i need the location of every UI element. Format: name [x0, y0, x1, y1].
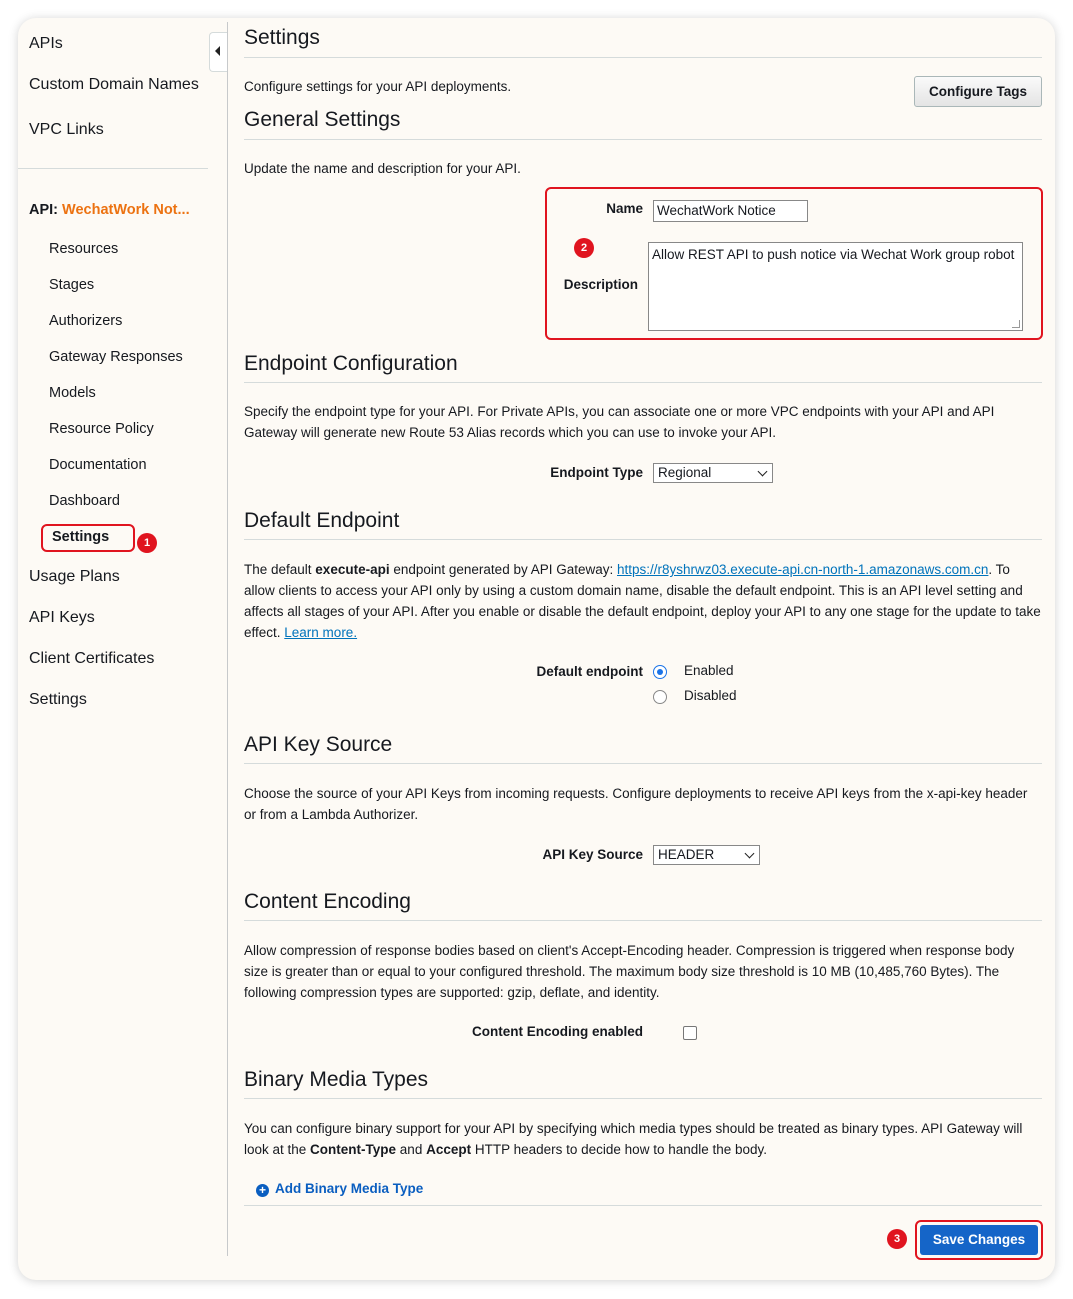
collapse-sidebar-button[interactable]	[209, 32, 228, 72]
api-key-source-select[interactable]	[653, 845, 760, 865]
caret-left-icon	[215, 46, 220, 56]
api-name-link[interactable]: WechatWork Not...	[62, 202, 190, 218]
content-encoding-rule	[244, 920, 1042, 921]
sidebar-link-client-certificates[interactable]: Client Certificates	[29, 650, 155, 667]
execute-api-term: execute-api	[315, 562, 390, 577]
sidebar	[18, 18, 228, 1280]
resize-handle-icon[interactable]	[1012, 320, 1020, 328]
default-endpoint-url-link[interactable]: https://r8yshrwz03.execute-api.cn-north-1.amazonaws.com.cn	[617, 562, 989, 577]
disabled-radio-label[interactable]: Disabled	[684, 688, 737, 703]
name-label: Name	[606, 201, 643, 216]
general-settings-rule	[244, 139, 1042, 140]
general-settings-desc: Update the name and description for your API.	[244, 161, 521, 176]
sidebar-item-gateway-responses[interactable]: Gateway Responses	[49, 349, 183, 365]
sidebar-item-settings[interactable]: Settings	[52, 529, 110, 545]
endpoint-type-select[interactable]	[653, 463, 773, 483]
api-key-source-desc: Choose the source of your API Keys from incoming requests. Configure deployments to receive API keys from the x-api-key header or from a Lambda Authorizer.	[244, 786, 1028, 822]
binary-media-desc-3: HTTP headers to decide how to handle the body.	[471, 1142, 768, 1157]
default-endpoint-heading: Default Endpoint	[244, 509, 400, 532]
endpoint-type-label: Endpoint Type	[550, 465, 643, 480]
annotation-badge-2: 2	[574, 238, 594, 258]
chevron-down-icon	[758, 467, 768, 477]
api-key-source-value: HEADER	[658, 847, 715, 862]
sidebar-link-vpc-links[interactable]: VPC Links	[29, 121, 104, 138]
accept-term: Accept	[426, 1142, 472, 1157]
binary-media-rule	[244, 1098, 1042, 1099]
learn-more-link[interactable]: Learn more.	[284, 625, 358, 640]
default-endpoint-desc-1: The default	[244, 562, 316, 577]
configure-tags-button[interactable]: Configure Tags	[914, 76, 1042, 107]
sidebar-item-resource-policy[interactable]: Resource Policy	[49, 421, 154, 437]
endpoint-type-value: Regional	[658, 465, 712, 480]
endpoint-config-desc: Specify the endpoint type for your API. For Private APIs, you can associate one or more VPC endpoints with your API and API Gateway will generate new Route 53 Alias records which you can use to invoke your API.	[244, 404, 995, 440]
enabled-radio[interactable]	[653, 665, 667, 679]
sidebar-link-api-keys[interactable]: API Keys	[29, 609, 95, 626]
sidebar-divider	[18, 168, 208, 169]
binary-media-desc	[244, 1118, 1042, 1160]
footer-rule	[244, 1205, 1042, 1206]
general-settings-heading: General Settings	[244, 108, 401, 131]
sidebar-item-dashboard[interactable]: Dashboard	[49, 493, 120, 509]
default-endpoint-desc	[244, 559, 1042, 643]
add-binary-media-type-label: Add Binary Media Type	[275, 1181, 424, 1196]
sidebar-item-documentation[interactable]: Documentation	[49, 457, 147, 473]
api-key-source-heading: API Key Source	[244, 733, 393, 756]
api-prefix: API:	[29, 202, 58, 218]
sidebar-item-stages[interactable]: Stages	[49, 277, 95, 293]
binary-media-desc-2: and	[396, 1142, 427, 1157]
disabled-radio[interactable]	[653, 690, 667, 704]
main-content	[244, 18, 1042, 1280]
api-label	[29, 202, 190, 218]
content-encoding-desc: Allow compression of response bodies based on client's Accept-Encoding header. Compression is triggered when response body size is greater than or equal to your configured threshold. The maximum body size threshold is 10 MB (10,485,760 Bytes). The following compression types are supported: gzip, deflate, and identity.	[244, 943, 1015, 1000]
default-endpoint-desc-3: . To allow clients to access your API only by using a custom domain name, disable the default endpoint. This is an API level setting and affects all stages of your API. After you enable or disable the default endpoint, deploy your API to any one stage for the update to take effect.	[244, 562, 1041, 640]
content-encoding-heading: Content Encoding	[244, 890, 411, 913]
content-encoding-label: Content Encoding enabled	[472, 1024, 643, 1039]
annotation-box-settings	[41, 524, 135, 552]
enabled-radio-label[interactable]: Enabled	[684, 663, 734, 678]
annotation-badge-1: 1	[137, 533, 157, 553]
binary-media-heading: Binary Media Types	[244, 1068, 429, 1091]
annotation-badge-3: 3	[887, 1229, 907, 1249]
binary-media-desc-1: You can configure binary support for your API by specifying which media types should be treated as binary types. API Gateway will look at the	[244, 1121, 1023, 1157]
description-textarea[interactable]	[648, 242, 1023, 331]
title-rule	[244, 57, 1042, 58]
sidebar-item-resources[interactable]: Resources	[49, 241, 119, 257]
sidebar-link-custom-domain-names[interactable]: Custom Domain Names	[29, 76, 199, 93]
sidebar-link-apis[interactable]: APIs	[29, 35, 63, 52]
endpoint-config-heading: Endpoint Configuration	[244, 352, 458, 375]
api-key-source-label: API Key Source	[542, 847, 643, 862]
endpoint-config-rule	[244, 382, 1042, 383]
plus-circle-icon: +	[256, 1184, 269, 1197]
description-label: Description	[563, 277, 638, 292]
save-changes-button[interactable]: Save Changes	[920, 1225, 1038, 1255]
sidebar-item-authorizers[interactable]: Authorizers	[49, 313, 123, 329]
default-endpoint-desc-2: endpoint generated by API Gateway:	[389, 562, 617, 577]
default-endpoint-label: Default endpoint	[536, 664, 643, 679]
content-type-term: Content-Type	[310, 1142, 397, 1157]
sidebar-border	[227, 22, 228, 1256]
settings-page	[18, 18, 1055, 1280]
name-input[interactable]: WechatWork Notice	[653, 200, 808, 222]
page-title: Settings	[244, 26, 320, 49]
default-endpoint-rule	[244, 539, 1042, 540]
page-intro: Configure settings for your API deployments.	[244, 79, 512, 94]
api-key-source-rule	[244, 763, 1042, 764]
sidebar-item-models[interactable]: Models	[49, 385, 96, 401]
add-binary-media-type-link[interactable]	[256, 1181, 423, 1197]
sidebar-link-usage-plans[interactable]: Usage Plans	[29, 568, 120, 585]
description-text: Allow REST API to push notice via Wechat Work group robot	[652, 247, 1015, 262]
chevron-down-icon	[745, 849, 755, 859]
sidebar-link-settings[interactable]: Settings	[29, 691, 87, 708]
content-encoding-checkbox[interactable]	[683, 1026, 697, 1040]
